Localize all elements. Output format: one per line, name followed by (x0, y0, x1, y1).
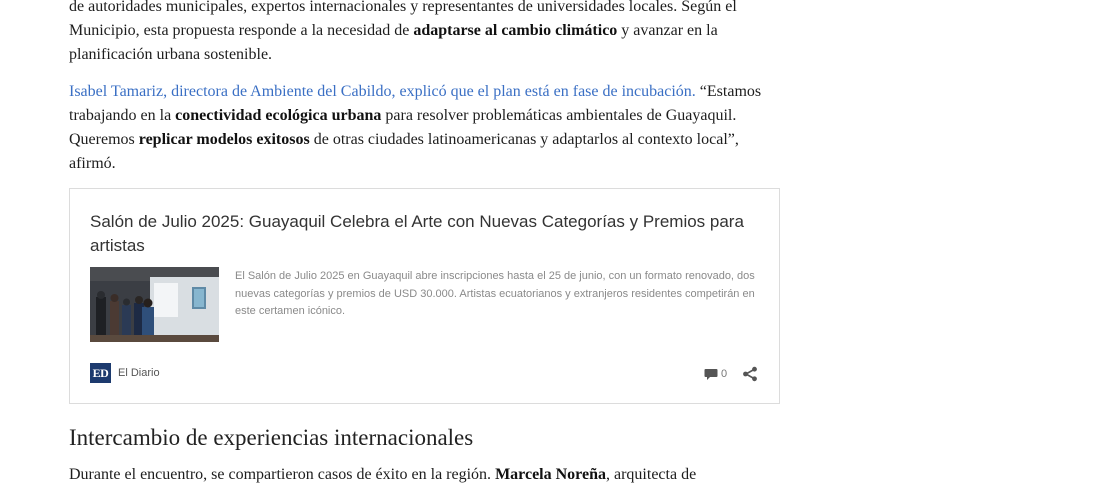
publisher-logo[interactable]: ED (90, 363, 111, 383)
paragraph-text: Durante el encuentro, se compartieron casos de éxito en la región. (69, 466, 496, 483)
bold-text: Marcela Noreña (495, 466, 606, 483)
comment-icon (704, 368, 718, 381)
bold-text: conectividad ecológica urbana (175, 107, 382, 124)
embed-thumbnail[interactable] (90, 267, 219, 342)
publisher-name[interactable]: El Diario (118, 367, 160, 379)
embedded-article-card[interactable] (69, 188, 780, 404)
article-paragraph (69, 463, 789, 487)
gallery-photo-icon (90, 267, 219, 342)
bold-text: adaptarse al cambio climático (413, 22, 618, 39)
paragraph-text: de otras ciudades latinoamericanas y adaptarlos al contexto local”, afirmó. (69, 131, 739, 172)
paragraph-text: “Estamos trabajando en la (69, 83, 762, 124)
highlighted-link-text[interactable]: Isabel Tamariz, directora de Ambiente del Cabildo, explicó que el plan está en fase de incubación. (69, 83, 696, 100)
paragraph-text: , arquitecta de (606, 466, 697, 483)
paragraph-text: de autoridades municipales, expertos internacionales y representantes de universidades locales. Según el Municipio, esta propuesta responde a la necesidad de (69, 0, 737, 39)
paragraph-text: para resolver problemáticas ambientales de Guayaquil. Queremos (69, 107, 737, 148)
embed-title[interactable]: Salón de Julio 2025: Guayaquil Celebra el Arte con Nuevas Categorías y Premios para artistas (90, 212, 744, 255)
share-button[interactable] (742, 366, 758, 382)
section-heading: Intercambio de experiencias internacionales (69, 425, 474, 450)
article-paragraph (69, 0, 789, 67)
embed-description: El Salón de Julio 2025 en Guayaquil abre inscripciones hasta el 25 de junio, con un formato renovado, dos nuevas categorías y premios de USD 30.000. Artistas ecuatorianos y extranjeros residentes competirán en este certamen icónico. (235, 270, 755, 317)
share-icon (742, 366, 758, 382)
comment-count: 0 (721, 368, 728, 380)
comments-button[interactable] (704, 366, 727, 382)
article-paragraph (69, 80, 789, 176)
bold-text: replicar modelos exitosos (138, 131, 310, 148)
paragraph-text: y avanzar en la planificación urbana sostenible. (69, 22, 718, 63)
